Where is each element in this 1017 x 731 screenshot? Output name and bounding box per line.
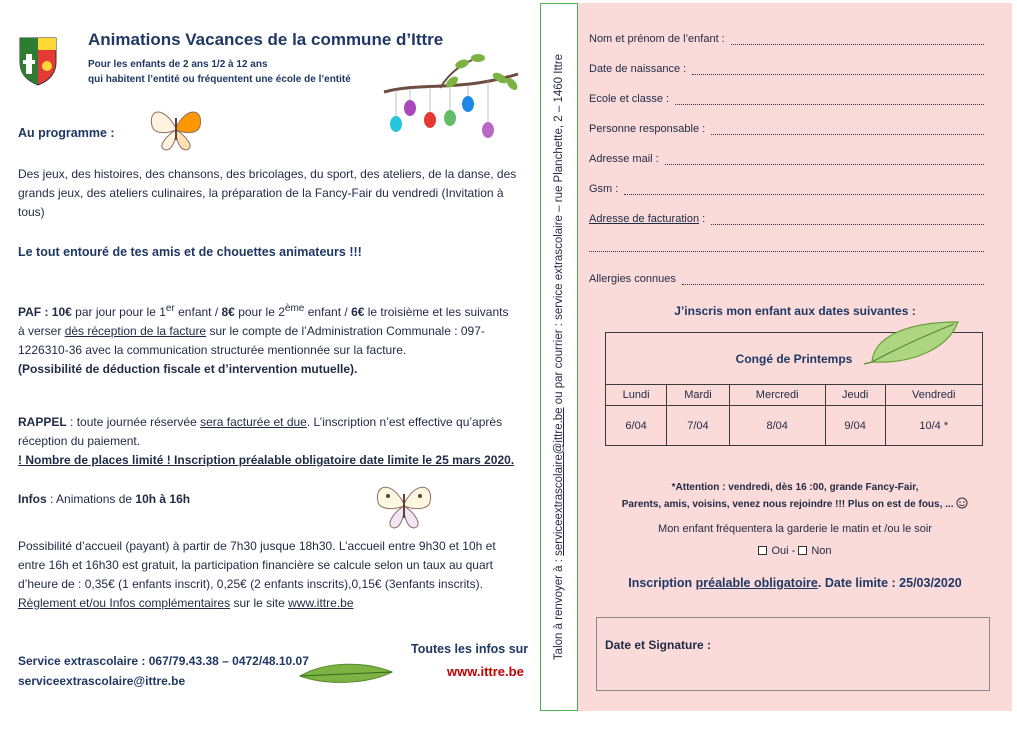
attention-line-2: Parents, amis, voisins, venez nous rejoindre !!! Plus on est de fous, ... — [621, 499, 954, 510]
paf-note: (Possibilité de déduction fiscale et d’intervention mutuelle). — [18, 362, 358, 376]
paf-text: sur le compte de l’Administration Communale : 097-1226310-36 avec la communication structurée mentionnée sur la facture. — [18, 324, 485, 357]
service-phones: Service extrascolaire : 067/79.43.38 – 0472/48.10.07 — [18, 654, 309, 668]
accueil-paragraph — [18, 537, 518, 613]
all-infos-label: Toutes les infos sur — [411, 642, 529, 656]
field-child-name[interactable] — [589, 33, 984, 45]
return-address — [553, 12, 565, 702]
price-first: 10€ — [51, 305, 72, 319]
signature-box[interactable] — [596, 617, 990, 691]
infos-line — [18, 490, 518, 509]
paf-sup: ème — [284, 303, 305, 314]
service-email[interactable]: serviceextrascolaire@ittre.be — [18, 674, 186, 688]
field-birthdate[interactable] — [589, 63, 984, 75]
programme-heading: Au programme : — [18, 126, 115, 140]
field-label: Allergies connues — [589, 273, 676, 285]
inscription-text: préalable obligatoire — [695, 576, 818, 590]
field-line[interactable] — [624, 186, 984, 195]
smiley-icon — [956, 497, 968, 509]
accueil-text: sur le site — [230, 596, 289, 610]
holiday-name: Congé de Printemps — [606, 333, 983, 385]
field-allergies[interactable] — [589, 273, 984, 285]
field-line[interactable] — [711, 216, 984, 225]
registration-form — [578, 3, 1012, 711]
strip-text: Talon à renvoyer à : — [553, 555, 565, 661]
field-billing-address[interactable] — [589, 213, 984, 225]
signature-label: Date et Signature : — [605, 638, 712, 652]
accueil-text: Possibilité d’accueil (payant) à partir de 7h30 jusque 18h30. L’accueil entre 9h30 et 10h et entre 16h et 16h30 est gratuit, la participation financière se calcule selon un taux au quart d’heure de : 0,35€ (1 enfants inscrit), 0,25€ (2 enfants inscrits),0,15€ (3enfants inscrits). — [18, 539, 496, 591]
paf-label: PAF : — [18, 305, 49, 319]
egg-branch-icon — [380, 52, 520, 142]
dates-heading: J’inscris mon enfant aux dates suivantes : — [674, 304, 916, 318]
day-header: Lundi — [606, 385, 667, 406]
friends-line: Le tout entouré de tes amis et de chouettes animateurs !!! — [18, 245, 362, 259]
garderie-options — [578, 545, 1012, 557]
date-cell[interactable]: 6/04 — [606, 406, 667, 446]
site-link[interactable]: www.ittre.be — [288, 596, 354, 610]
field-label: Nom et prénom de l’enfant : — [589, 33, 725, 45]
field-label: Date de naissance : — [589, 63, 687, 75]
day-header: Vendredi — [885, 385, 982, 406]
attention-line-1: *Attention : vendredi, dès 16 :00, grande Fancy-Fair, — [671, 482, 919, 493]
paf-paragraph — [18, 299, 518, 379]
rappel-label: RAPPEL — [18, 415, 67, 429]
infos-label: Infos — [18, 492, 47, 506]
crest-icon — [18, 36, 58, 86]
programme-text: Des jeux, des histoires, des chansons, des bricolages, du sport, des ateliers, de la danse, des grands jeux, des ateliers culinaires, la préparation de la Fancy-Fair du vendredi (Invitation à tous) — [18, 167, 517, 219]
field-responsible[interactable] — [589, 123, 984, 135]
rappel-text: . L’inscription n’est effective qu’après réception du paiement. — [18, 415, 503, 448]
field-label: Adresse mail : — [589, 153, 659, 165]
field-line[interactable] — [692, 66, 984, 75]
subtitle-line-1: Pour les enfants de 2 ans 1/2 à 12 ans — [88, 59, 268, 70]
field-line[interactable] — [589, 243, 984, 252]
attention-note — [578, 479, 1012, 513]
field-line[interactable] — [665, 156, 984, 165]
price-second: 8€ — [221, 305, 235, 319]
strip-text: ou par courrier : service extrascolaire – rue Planchette, 2 – 1460 Ittre — [553, 53, 565, 408]
paf-text: pour le 2 — [234, 305, 285, 319]
strip-email-link[interactable]: serviceextrascolaire@ittre.be — [553, 407, 565, 556]
paf-text: enfant / — [174, 305, 222, 319]
subtitle-line-2: qui habitent l’entité ou fréquentent une école de l’entité — [88, 74, 351, 85]
paf-text: par jour pour le 1 — [71, 305, 166, 319]
date-cell[interactable]: 8/04 — [729, 406, 825, 446]
field-label: : — [699, 213, 706, 225]
subtitle — [88, 57, 351, 87]
date-cell[interactable]: 10/4 * — [885, 406, 982, 446]
return-slip-strip — [540, 3, 578, 711]
field-line[interactable] — [711, 126, 984, 135]
field-label: Ecole et classe : — [589, 93, 670, 105]
oui-label: Oui — [771, 545, 789, 557]
rappel-warning: ! Nombre de places limité ! Inscription préalable obligatoire date limite le 25 mars 2020. — [18, 453, 515, 467]
field-school-class[interactable] — [589, 93, 984, 105]
option-separator: - — [788, 545, 799, 557]
field-line[interactable] — [675, 96, 984, 105]
leaf-icon — [298, 660, 394, 688]
day-header: Mardi — [667, 385, 730, 406]
inscription-text: Inscription — [628, 576, 696, 590]
field-label: Adresse de facturation — [589, 213, 700, 225]
paf-text: le troisième et les suivants à verser — [18, 305, 509, 338]
butterfly-icon — [146, 100, 206, 156]
oui-checkbox[interactable] — [758, 546, 767, 555]
infos-hours: 10h à 16h — [135, 492, 191, 506]
field-billing-address-line2[interactable] — [589, 243, 984, 252]
garderie-question: Mon enfant fréquentera la garderie le matin et /ou le soir — [658, 523, 932, 535]
service-contact — [18, 651, 309, 691]
field-line[interactable] — [682, 276, 984, 285]
footer-url-link[interactable]: www.ittre.be — [447, 664, 524, 679]
day-header: Mercredi — [729, 385, 825, 406]
field-label: Gsm : — [589, 183, 619, 195]
leaf-icon — [864, 318, 960, 366]
field-gsm[interactable] — [589, 183, 984, 195]
date-cell[interactable]: 7/04 — [667, 406, 730, 446]
day-header: Jeudi — [825, 385, 885, 406]
field-line[interactable] — [731, 36, 984, 45]
rappel-text: : toute journée réservée — [66, 415, 201, 429]
paf-text: dès réception de la facture — [64, 324, 207, 338]
paf-sup: er — [165, 303, 175, 314]
non-label: Non — [811, 545, 832, 557]
field-email[interactable] — [589, 153, 984, 165]
page-title: Animations Vacances de la commune d’Ittre — [88, 30, 444, 49]
butterfly-icon — [372, 478, 436, 534]
paf-text: enfant / — [304, 305, 352, 319]
rules-link[interactable]: Règlement et/ou Infos complémentaires — [18, 596, 231, 610]
price-third: 6€ — [351, 305, 365, 319]
infos-text: : Animations de — [46, 492, 136, 506]
inscription-deadline — [578, 576, 1012, 590]
field-label: Personne responsable : — [589, 123, 706, 135]
rappel-text: sera facturée et due — [200, 415, 307, 429]
inscription-text: . Date limite : 25/03/2020 — [817, 576, 962, 590]
rappel-paragraph — [18, 413, 518, 470]
non-checkbox[interactable] — [798, 546, 807, 555]
date-cell[interactable]: 9/04 — [825, 406, 885, 446]
